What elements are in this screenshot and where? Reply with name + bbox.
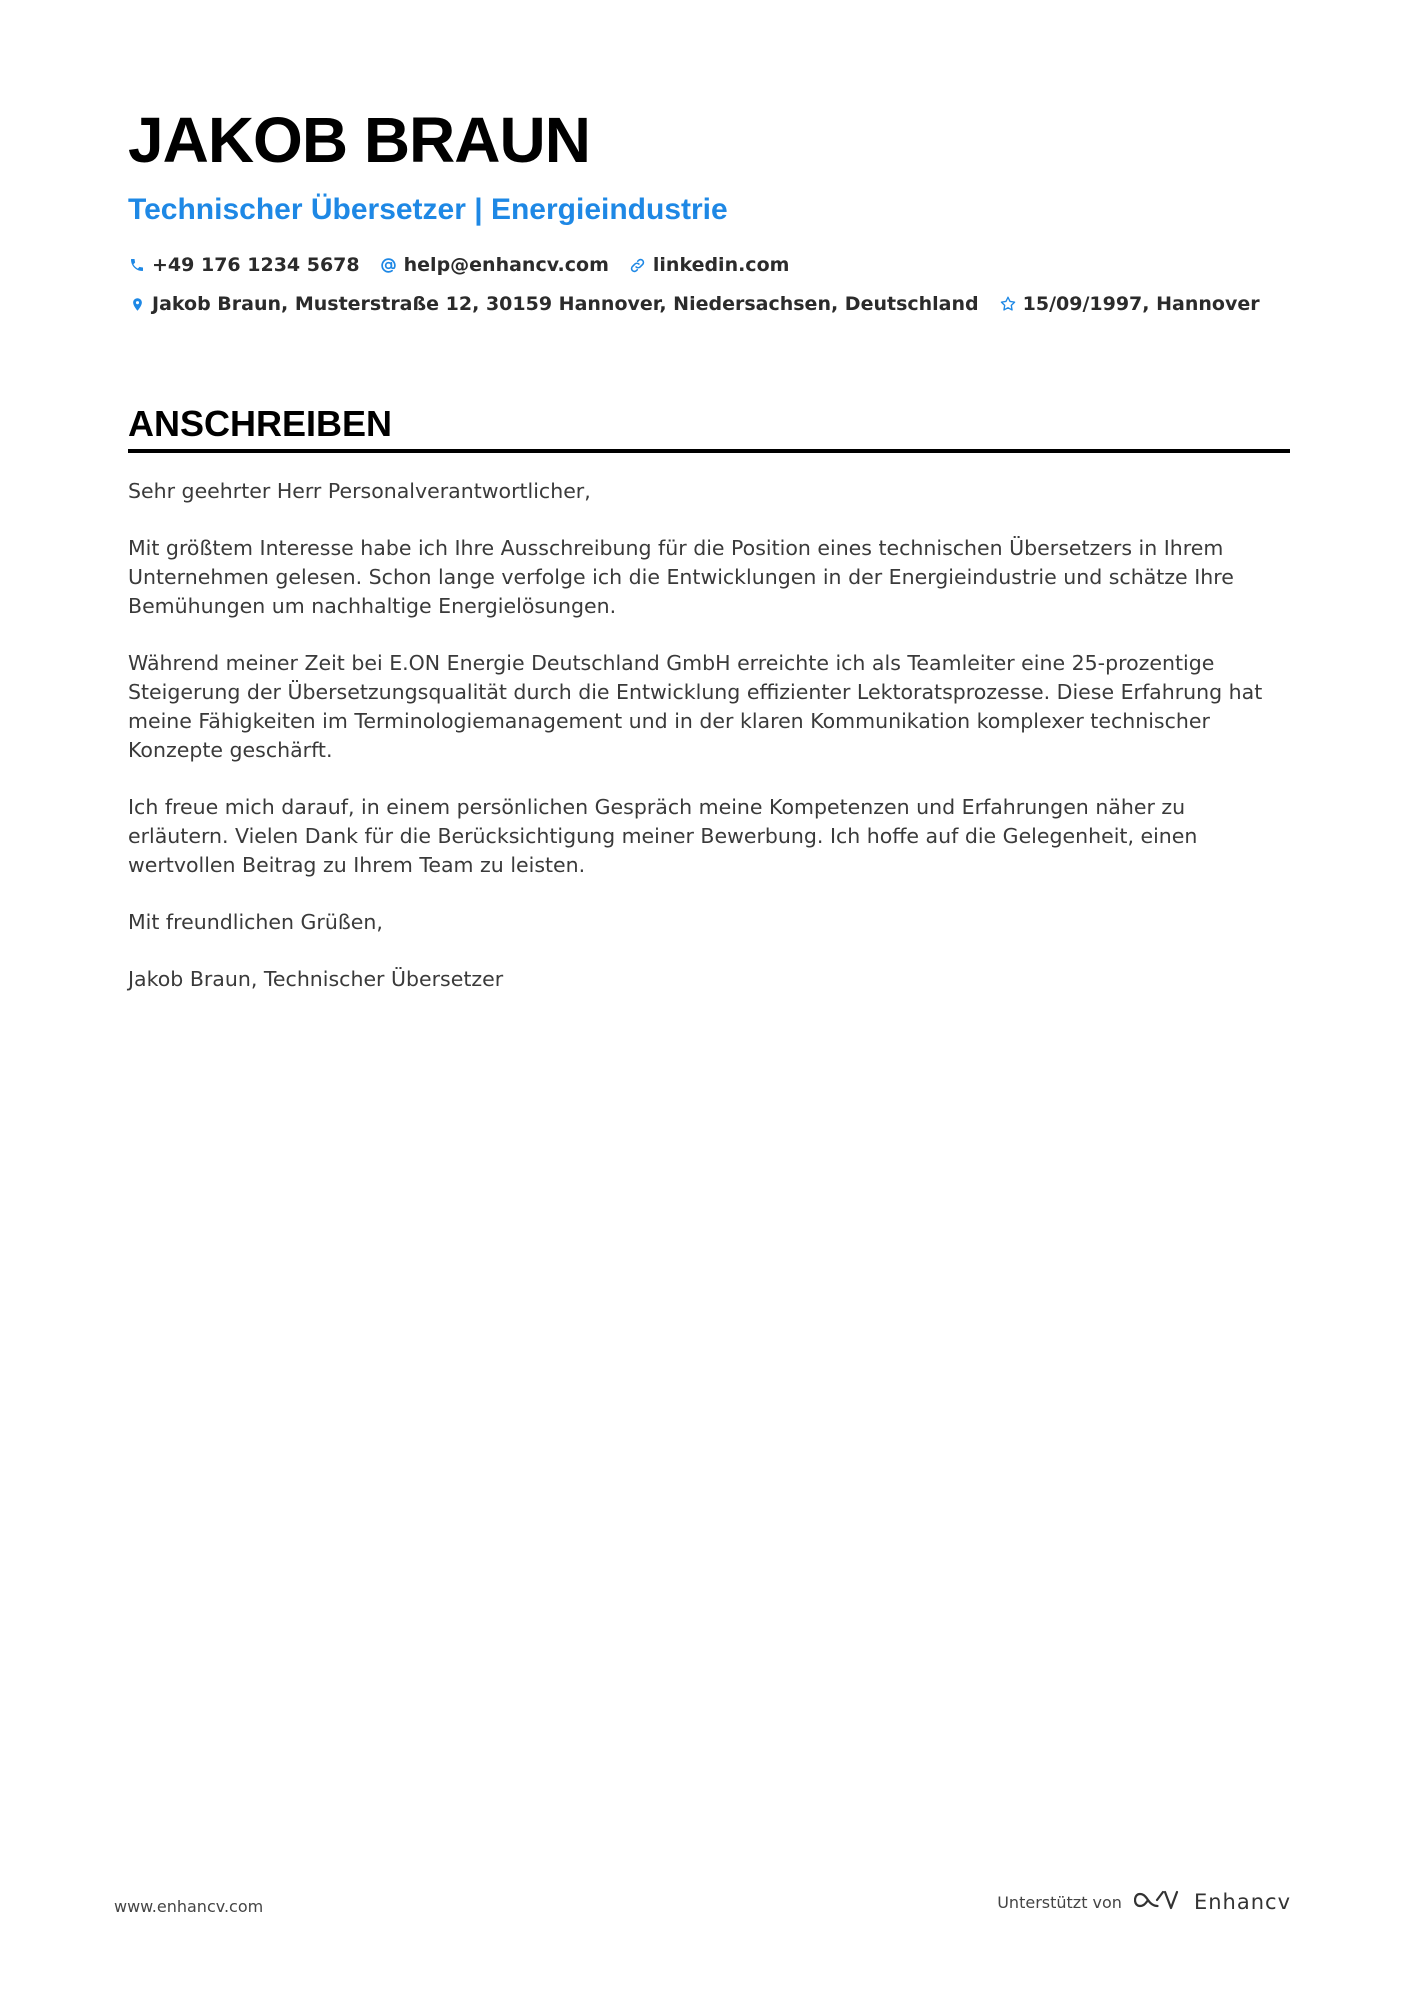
contact-address-text: Jakob Braun, Musterstraße 12, 30159 Hannover, Niedersachsen, Deutschland xyxy=(152,293,979,315)
letter-closing: Mit freundlichen Grüßen, xyxy=(128,910,383,934)
brand-name: Enhancv xyxy=(1193,1890,1291,1914)
section-title: ANSCHREIBEN xyxy=(128,403,393,444)
section-divider xyxy=(128,449,1290,453)
contact-row-secondary xyxy=(128,293,1280,315)
contact-birth-text: 15/09/1997, Hannover xyxy=(1022,293,1260,315)
contact-phone-text: +49 176 1234 5678 xyxy=(152,254,360,276)
contact-phone xyxy=(128,254,360,276)
contact-email-text: help@enhancv.com xyxy=(403,254,609,276)
location-pin-icon xyxy=(128,295,146,313)
contact-email[interactable] xyxy=(380,254,609,276)
footer-website[interactable]: www.enhancv.com xyxy=(114,1897,264,1916)
letter-body xyxy=(128,477,1290,1022)
star-icon xyxy=(999,295,1017,313)
contact-linkedin[interactable] xyxy=(629,254,790,276)
link-icon xyxy=(629,256,647,274)
applicant-name: JAKOB BRAUN xyxy=(128,104,590,176)
at-icon xyxy=(380,256,398,274)
footer-branding xyxy=(997,1888,1291,1916)
letter-paragraph: Mit größtem Interesse habe ich Ihre Ausschreibung für die Position eines technischen Übersetzers in Ihrem Unternehmen gelesen. Schon lange verfolge ich die Entwicklungen in der Energieindustrie und schätze Ihre Bemühungen um nachhaltige Energielösungen. xyxy=(128,536,1234,618)
letter-paragraph: Ich freue mich darauf, in einem persönlichen Gespräch meine Kompetenzen und Erfahrungen näher zu erläutern. Vielen Dank für die Berücksichtigung meiner Bewerbung. Ich hoffe auf die Gelegenheit, einen wertvollen Beitrag zu Ihrem Team zu leisten. xyxy=(128,795,1198,877)
letter-signature: Jakob Braun, Technischer Übersetzer xyxy=(128,967,504,991)
letter-salutation: Sehr geehrter Herr Personalverantwortlicher, xyxy=(128,479,591,503)
contact-linkedin-text: linkedin.com xyxy=(652,254,790,276)
enhancv-logo[interactable] xyxy=(1134,1888,1291,1916)
contact-row-primary xyxy=(128,254,809,276)
infinity-logo-icon xyxy=(1134,1888,1180,1916)
phone-icon xyxy=(128,256,146,274)
job-title: Technischer Übersetzer | Energieindustrie xyxy=(128,193,728,226)
contact-birth xyxy=(999,293,1260,315)
letter-paragraph: Während meiner Zeit bei E.ON Energie Deutschland GmbH erreichte ich als Teamleiter eine 25-prozentige Steigerung der Übersetzungsqualität durch die Entwicklung effizienter Lektoratsprozesse. Diese Erfahrung hat meine Fähigkeiten im Terminologiemanagement und in der klaren Kommunikation komplexer technischer Konzepte geschärft. xyxy=(128,651,1263,762)
powered-by-text: Unterstützt von xyxy=(997,1892,1122,1912)
contact-address xyxy=(128,293,979,315)
